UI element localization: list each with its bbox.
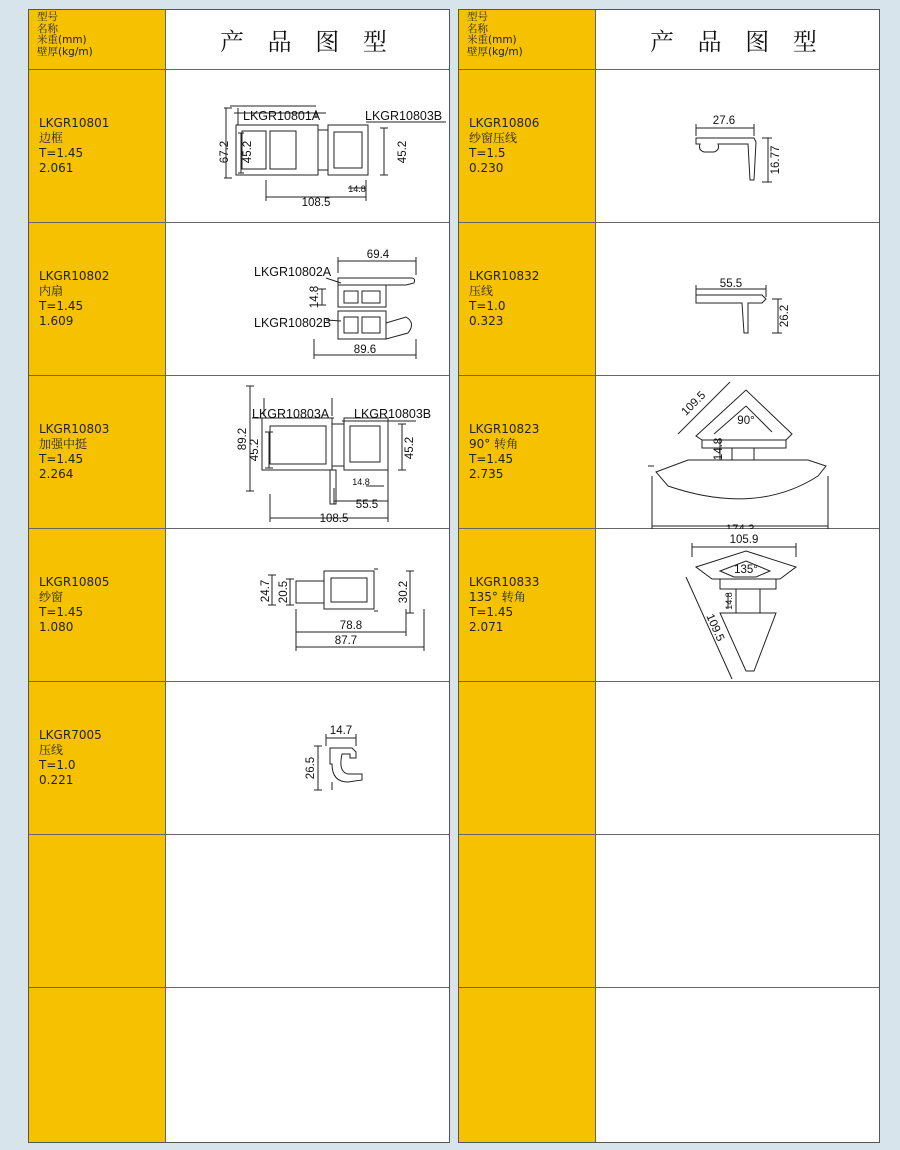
dim-a1: 109.5 (679, 389, 709, 419)
product-thickness: T=1.45 (39, 605, 84, 619)
dim-h3: 30.2 (398, 580, 410, 604)
dim-a1: 109.5 (703, 612, 727, 644)
dim-angle: 135° (734, 564, 758, 576)
table-row (459, 70, 879, 223)
header-label-name: 名称 (37, 22, 58, 35)
left-table (28, 9, 450, 1143)
product-name: 内扇 (39, 284, 64, 298)
table-row (459, 835, 879, 988)
product-thickness: T=1.45 (39, 146, 84, 160)
table-row (459, 529, 879, 682)
product-name: 90° 转角 (469, 437, 519, 451)
dim-h3: 45.2 (397, 140, 409, 164)
table-row (29, 376, 449, 529)
header-label-weight: 米重(mm) (37, 34, 87, 46)
dim-h1: 26.2 (779, 304, 791, 328)
profile-drawing (166, 70, 449, 223)
table-header (459, 10, 879, 70)
product-name: 加强中挺 (39, 437, 88, 451)
profile-drawing (166, 682, 449, 835)
table-row (29, 682, 449, 835)
dim-h1: 26.5 (305, 756, 317, 780)
dim-w2: 89.6 (353, 344, 377, 356)
dim-h1: 67.2 (219, 140, 231, 164)
table-row (459, 682, 879, 835)
product-thickness: T=1.0 (469, 299, 506, 313)
product-thickness: T=1.45 (39, 452, 84, 466)
product-weight: 0.230 (469, 161, 504, 175)
profile-drawing (166, 223, 449, 376)
table-row (459, 376, 879, 529)
product-info (469, 116, 539, 176)
table-header (29, 10, 449, 70)
profile-drawing (596, 529, 879, 682)
product-model: LKGR10805 (39, 575, 110, 589)
table-row (29, 70, 449, 223)
product-weight: 1.080 (39, 620, 74, 634)
product-weight: 2.071 (469, 620, 504, 634)
header-label-thickness: 壁厚(kg/m) (467, 45, 523, 58)
header-label-model: 型号 (467, 11, 488, 23)
product-thickness: T=1.0 (39, 758, 76, 772)
product-weight: 1.609 (39, 314, 74, 328)
product-info (469, 575, 539, 635)
profile-drawing (596, 70, 879, 223)
profile-drawing (166, 376, 449, 529)
callout-label-a: LKGR10802A (254, 265, 332, 279)
product-thickness: T=1.45 (469, 605, 514, 619)
header-label-thickness: 壁厚(kg/m) (37, 45, 93, 58)
table-row (29, 988, 449, 1142)
dim-w1: 78.8 (339, 620, 363, 632)
dim-angle: 90° (737, 415, 755, 427)
header-labels (29, 10, 166, 69)
product-name: 边框 (39, 131, 64, 145)
product-thickness: T=1.5 (469, 146, 506, 160)
product-name: 纱窗压线 (469, 131, 518, 145)
product-thickness: T=1.45 (39, 299, 84, 313)
product-model: LKGR10806 (469, 116, 540, 130)
right-table (458, 9, 880, 1143)
dim-h1: 89.2 (237, 427, 249, 451)
product-weight: 0.323 (469, 314, 504, 328)
dim-h2: 45.2 (249, 438, 261, 462)
product-model: LKGR7005 (39, 728, 102, 742)
dim-h1: 14.8 (713, 437, 725, 461)
product-name: 纱窗 (39, 590, 64, 604)
product-weight: 2.264 (39, 467, 74, 481)
dim-w1: 105.9 (729, 534, 759, 546)
dim-h1: 14.8 (309, 285, 321, 309)
profile-drawing (166, 529, 449, 682)
dim-h3: 45.2 (404, 436, 416, 460)
header-label-name: 名称 (467, 22, 488, 35)
profile-drawing (596, 223, 879, 376)
dim-h1: 14.8 (724, 592, 734, 610)
product-name: 压线 (39, 743, 64, 757)
dim-h2: 20.5 (278, 580, 290, 604)
table-row (29, 223, 449, 376)
product-model: LKGR10823 (469, 422, 540, 436)
dim-h1: 16.77 (770, 145, 782, 175)
product-model: LKGR10833 (469, 575, 540, 589)
table-row (459, 223, 879, 376)
header-figure-title: 产 品 图 型 (596, 10, 879, 69)
dim-w1: 108.5 (301, 197, 331, 209)
product-info (469, 269, 539, 329)
dim-w1: 69.4 (366, 249, 390, 261)
product-info (39, 575, 109, 635)
profile-drawing (596, 376, 879, 529)
table-row (29, 529, 449, 682)
product-model: LKGR10803 (39, 422, 110, 436)
callout-label-b: LKGR10803B (365, 109, 443, 123)
table-row (29, 835, 449, 988)
product-model: LKGR10832 (469, 269, 540, 283)
product-info (39, 422, 109, 482)
product-name: 135° 转角 (469, 590, 526, 604)
product-weight: 2.061 (39, 161, 74, 175)
table-row (459, 988, 879, 1142)
dim-w3: 108.5 (319, 513, 349, 525)
dim-w1: 14.8 (352, 477, 370, 487)
header-label-weight: 米重(mm) (467, 34, 517, 46)
dim-w1: 27.6 (712, 115, 736, 127)
product-weight: 2.735 (469, 467, 504, 481)
product-info (469, 422, 539, 482)
callout-label-b: LKGR10802B (254, 316, 332, 330)
header-figure-title: 产 品 图 型 (166, 10, 449, 69)
product-info (39, 269, 109, 329)
dim-h2: 45.2 (242, 140, 254, 164)
callout-label-a: LKGR10803A (252, 407, 330, 421)
callout-label-a: LKGR10801A (243, 109, 321, 123)
dim-w1: 55.5 (719, 278, 743, 290)
dim-w2: 55.5 (355, 499, 379, 511)
dim-w1: 14.7 (329, 725, 353, 737)
product-thickness: T=1.45 (469, 452, 514, 466)
header-labels (459, 10, 596, 69)
dim-w2: 14.8 (348, 184, 366, 194)
product-weight: 0.221 (39, 773, 74, 787)
product-model: LKGR10801 (39, 116, 110, 130)
dim-w2: 87.7 (334, 635, 358, 647)
product-model: LKGR10802 (39, 269, 110, 283)
dim-h1: 24.7 (260, 579, 272, 603)
header-label-model: 型号 (37, 11, 58, 23)
product-info (39, 116, 109, 176)
callout-label-b: LKGR10803B (354, 407, 432, 421)
product-info (39, 728, 102, 788)
product-name: 压线 (469, 284, 494, 298)
